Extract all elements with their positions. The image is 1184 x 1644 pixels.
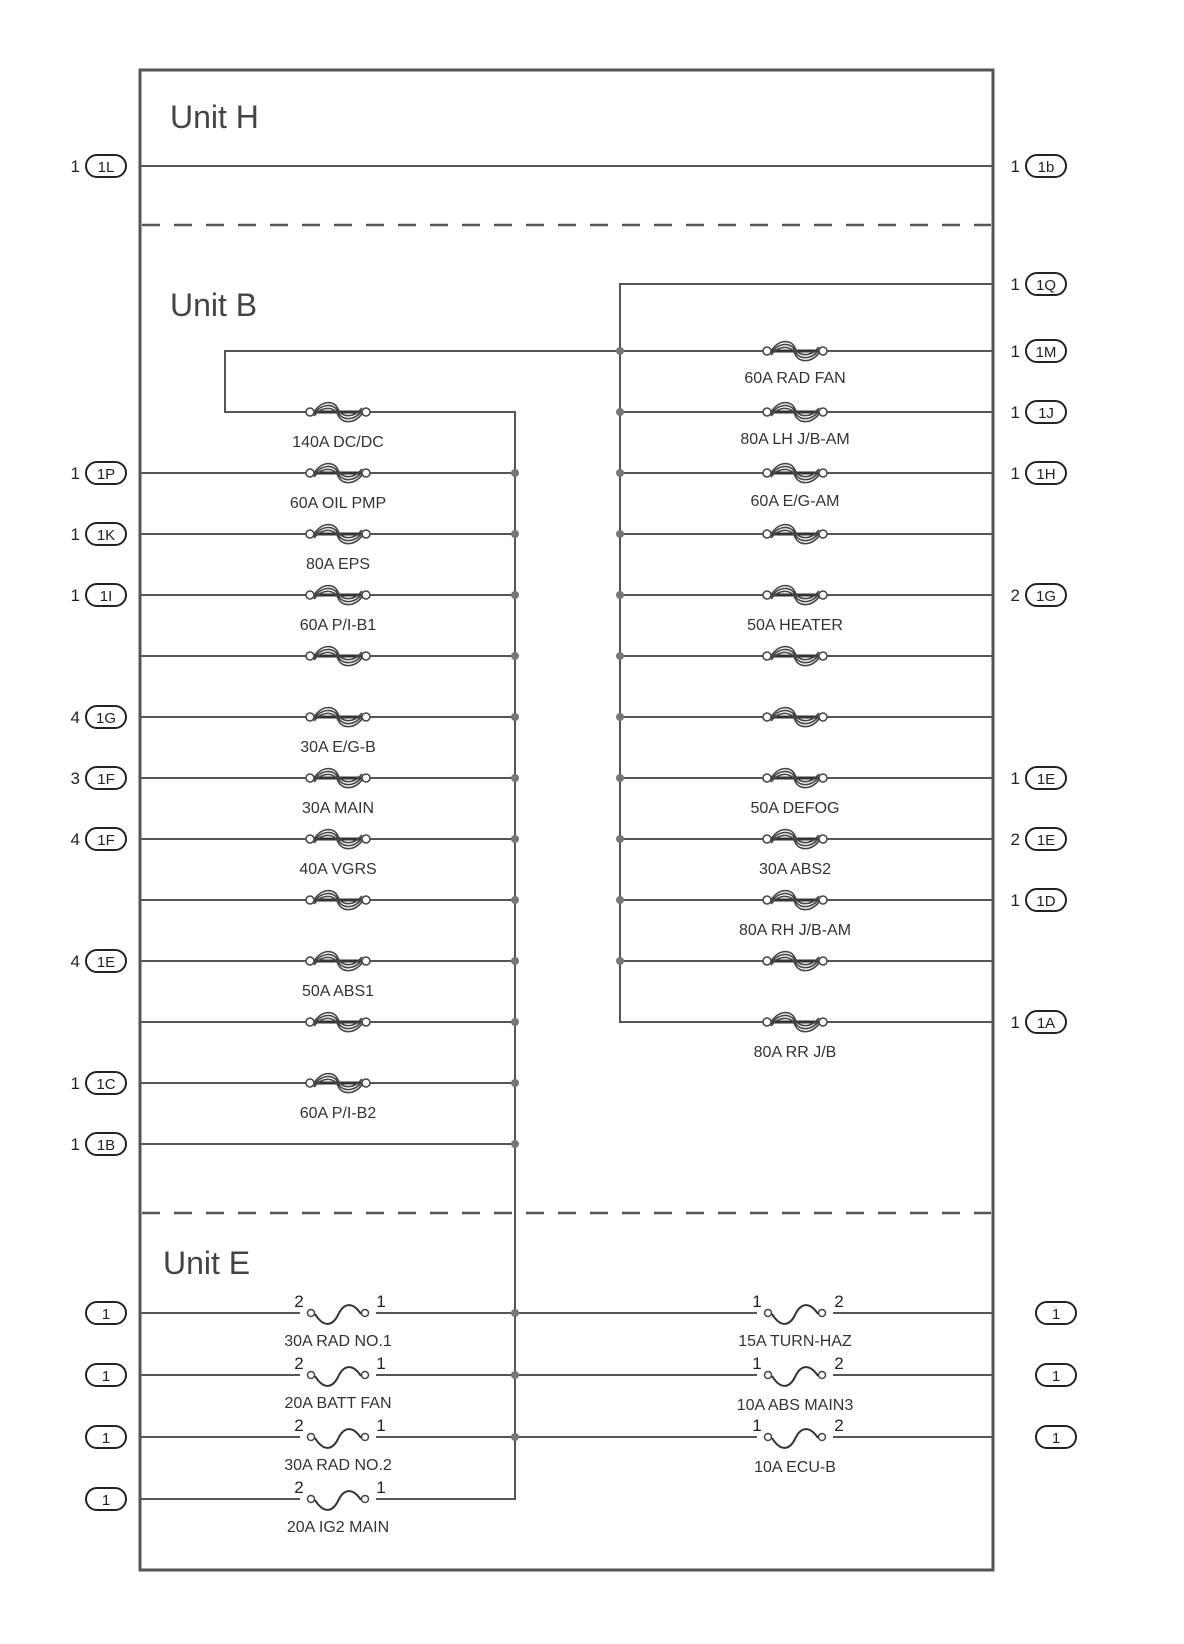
connector-code: 1E — [96, 954, 116, 971]
unit-b-title: Unit B — [170, 287, 258, 323]
connector-code: 1E — [1036, 832, 1056, 849]
connector-code: 1b — [1037, 159, 1055, 176]
connector-pin: 1 — [70, 1135, 80, 1154]
connector-pin: 2 — [1010, 586, 1020, 605]
connector-e-right-2 — [1036, 1364, 1076, 1386]
fuse-terminal: 1 — [376, 1416, 386, 1435]
connector-b-left-1P — [71, 462, 126, 484]
fuse-label: 30A ABS2 — [758, 861, 832, 878]
connector-pin: 4 — [70, 830, 80, 849]
fuse-terminal: 1 — [376, 1292, 386, 1311]
fuse-label: 60A P/I-B1 — [299, 617, 377, 634]
connector-code: 1M — [1035, 344, 1057, 361]
connector-h-right — [1011, 155, 1066, 177]
connector-b-right-1D — [1011, 889, 1066, 911]
dcdc-loop-wire — [225, 351, 620, 1150]
connector-pin: 1 — [1010, 403, 1020, 422]
connector-b-right-1Q — [1011, 273, 1066, 295]
connector-code: 1A — [1036, 1015, 1056, 1032]
connector-pin: 4 — [70, 708, 80, 727]
connector-e-right-1 — [1036, 1302, 1076, 1324]
connector-b-right-1E-1 — [1011, 767, 1066, 789]
connector-b-right-1M — [1011, 340, 1066, 362]
fuse-label: 30A RAD NO.1 — [284, 1333, 392, 1350]
connector-pin: 1 — [70, 464, 80, 483]
connector-pin: 1 — [1010, 464, 1020, 483]
connector-code: 1 — [1051, 1368, 1061, 1385]
fuse-terminal: 2 — [294, 1354, 304, 1373]
connector-pin: 4 — [70, 952, 80, 971]
connector-e-left-4 — [86, 1488, 126, 1510]
connector-pin: 1 — [70, 157, 80, 176]
fuse-label: 80A RR J/B — [753, 1044, 837, 1061]
fuse-label: 30A E/G-B — [300, 739, 376, 756]
fuse-label: 15A TURN-HAZ — [738, 1333, 852, 1350]
fuse-right-e — [757, 1298, 833, 1450]
connector-code: 1E — [1036, 771, 1056, 788]
fuse-terminal: 2 — [294, 1478, 304, 1497]
connector-b-right-1H — [1011, 462, 1066, 484]
connector-e-left-3 — [86, 1426, 126, 1448]
fuse-terminal: 2 — [834, 1292, 844, 1311]
fuse-label: 140A DC/DC — [292, 434, 384, 451]
fuse-terminal: 1 — [376, 1354, 386, 1373]
fuse-block-frame — [140, 70, 993, 1570]
connector-b-left-1B — [71, 1133, 126, 1155]
connector-pin: 1 — [1010, 157, 1020, 176]
fuse-label: 10A ABS MAIN3 — [736, 1397, 854, 1414]
connector-pin: 2 — [1010, 830, 1020, 849]
fuse-terminal: 1 — [752, 1354, 762, 1373]
fuse-label: 30A MAIN — [301, 800, 375, 817]
connector-pin: 1 — [70, 525, 80, 544]
connector-b-left-1F-4 — [71, 828, 126, 850]
fuse-label: 50A HEATER — [747, 617, 843, 634]
connector-code: 1G — [1035, 588, 1057, 605]
connector-code: 1B — [96, 1137, 116, 1154]
fuse-label: 60A P/I-B2 — [299, 1105, 377, 1122]
connector-h-left — [71, 155, 126, 177]
connector-e-left-2 — [86, 1364, 126, 1386]
fuse-terminal: 2 — [834, 1354, 844, 1373]
connector-code: 1H — [1036, 466, 1056, 483]
fuse-label: 80A RH J/B-AM — [738, 922, 852, 939]
fuse-terminal: 1 — [752, 1416, 762, 1435]
fuse-terminal: 2 — [294, 1416, 304, 1435]
connector-code: 1 — [1051, 1306, 1061, 1323]
connector-code: 1F — [97, 771, 115, 788]
connector-b-left-1I — [71, 584, 126, 606]
connector-code: 1J — [1038, 405, 1054, 422]
connector-b-right-1E-2 — [1011, 828, 1066, 850]
connector-b-left-1G — [71, 706, 126, 728]
fuse-label: 30A RAD NO.2 — [284, 1457, 392, 1474]
connector-b-left-1F-3 — [71, 767, 126, 789]
connector-code: 1G — [95, 710, 117, 727]
fuse-label: 60A RAD FAN — [744, 370, 846, 387]
connector-code: 1D — [1036, 893, 1056, 910]
connector-b-left-1C — [71, 1072, 126, 1094]
connector-b-left-1E — [71, 950, 126, 972]
connector-code: 1P — [96, 466, 116, 483]
connector-pin: 1 — [1010, 891, 1020, 910]
connector-code: 1K — [96, 527, 116, 544]
unit-e-title: Unit E — [163, 1245, 251, 1281]
connector-code: 1I — [99, 588, 113, 605]
connector-b-left-1K — [71, 523, 126, 545]
unit-h-title: Unit H — [170, 99, 259, 135]
connector-e-left-1 — [86, 1302, 126, 1324]
connector-code: 1F — [97, 832, 115, 849]
fuse-label: 60A OIL PMP — [289, 495, 387, 512]
connector-pin: 1 — [1010, 769, 1020, 788]
fuse-label: 80A EPS — [305, 556, 371, 573]
connector-code: 1 — [101, 1368, 111, 1385]
connector-b-right-1G — [1011, 584, 1066, 606]
connector-pin: 1 — [1010, 1013, 1020, 1032]
connector-pin: 3 — [70, 769, 80, 788]
fuse-label: 10A ECU-B — [754, 1459, 836, 1476]
connector-code: 1 — [101, 1430, 111, 1447]
connector-code: 1Q — [1035, 277, 1057, 294]
fuse-terminal: 1 — [752, 1292, 762, 1311]
fuse-terminal: 2 — [834, 1416, 844, 1435]
connector-code: 1 — [101, 1492, 111, 1509]
fuse-label: 40A VGRS — [299, 861, 377, 878]
fuse-terminal: 1 — [376, 1478, 386, 1497]
fuse-terminal: 2 — [294, 1292, 304, 1311]
connector-pin: 1 — [70, 586, 80, 605]
connector-b-right-1A — [1011, 1011, 1066, 1033]
fuse-label: 20A IG2 MAIN — [286, 1519, 390, 1536]
connector-e-right-3 — [1036, 1426, 1076, 1448]
fuse-label: 60A E/G-AM — [750, 493, 840, 510]
connector-code: 1C — [96, 1076, 116, 1093]
connector-b-right-1J — [1011, 401, 1066, 423]
fuse-label: 80A LH J/B-AM — [740, 431, 850, 448]
connector-pin: 1 — [70, 1074, 80, 1093]
connector-code: 1 — [101, 1306, 111, 1323]
fuse-label: 20A BATT FAN — [284, 1395, 392, 1412]
connector-code: 1L — [97, 159, 115, 176]
connector-code: 1 — [1051, 1430, 1061, 1447]
connector-pin: 1 — [1010, 275, 1020, 294]
connector-pin: 1 — [1010, 342, 1020, 361]
fuse-label: 50A DEFOG — [750, 800, 840, 817]
right-bus-wire — [620, 284, 993, 1022]
fuse-label: 50A ABS1 — [301, 983, 375, 1000]
